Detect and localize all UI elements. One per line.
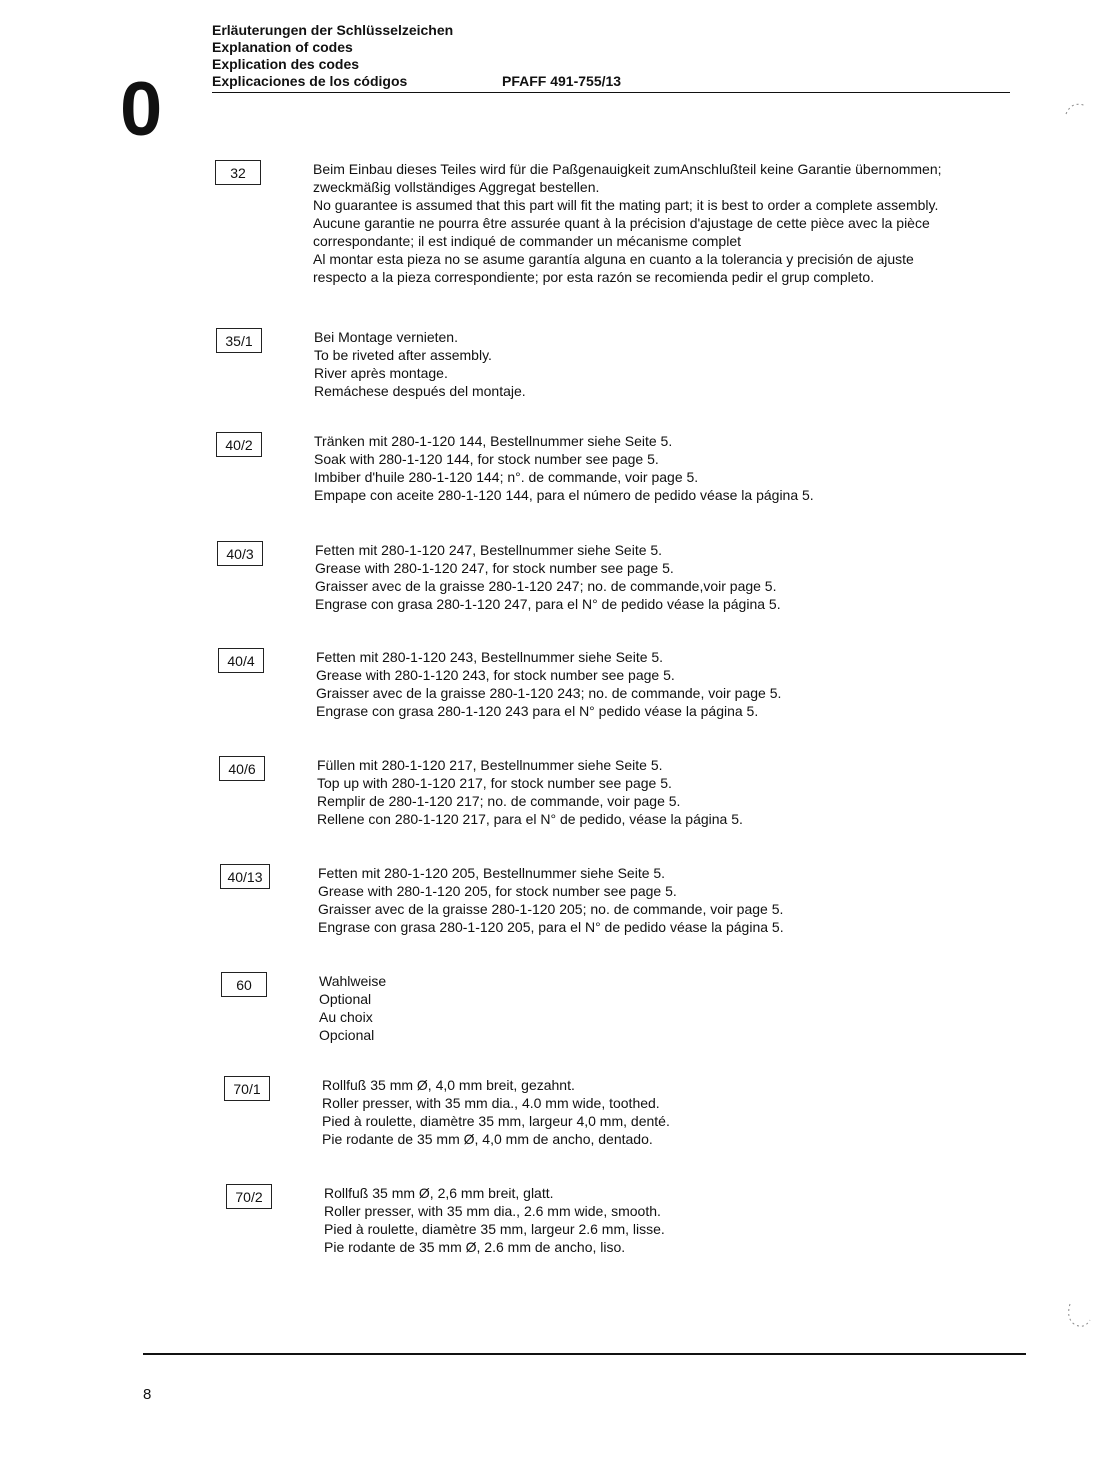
description-line: Bei Montage vernieten.: [314, 329, 458, 345]
code-description: [315, 541, 1015, 613]
description-line: Rollfuß 35 mm Ø, 2,6 mm breit, glatt.: [324, 1185, 554, 1201]
code-box: 40/4: [218, 648, 264, 673]
header-title-en: Explanation of codes: [212, 39, 353, 55]
description-line: Fetten mit 280-1-120 205, Bestellnummer siehe Seite 5.: [318, 865, 666, 881]
description-line: Grease with 280-1-120 247, for stock number see page 5.: [315, 560, 674, 576]
description-line: Aucune garantie ne pourra être assurée quant à la précision d'ajustage de cette pièce avec la pièce: [313, 215, 930, 231]
description-line: Graisser avec de la graisse 280-1-120 247; no. de commande,voir page 5.: [315, 578, 777, 594]
header-title-de: Erläuterungen der Schlüsselzeichen: [212, 22, 454, 38]
code-box: 40/13: [220, 864, 270, 889]
scan-artifact-bottom: [1064, 1298, 1094, 1334]
code-box: 40/3: [217, 541, 263, 566]
description-line: Graisser avec de la graisse 280-1-120 205; no. de commande, voir page 5.: [318, 901, 784, 917]
description-line: Soak with 280-1-120 144, for stock number see page 5.: [314, 451, 659, 467]
description-line: Rellene con 280-1-120 217, para el N° de pedido, véase la página 5.: [317, 811, 743, 827]
code-description: [316, 648, 1016, 720]
description-line: Rollfuß 35 mm Ø, 4,0 mm breit, gezahnt.: [322, 1077, 575, 1093]
code-description: [324, 1184, 1024, 1256]
code-box: 60: [221, 972, 267, 997]
description-line: Pied à roulette, diamètre 35 mm, largeur 2.6 mm, lisse.: [324, 1221, 665, 1237]
description-line: Empape con aceite 280-1-120 144, para el número de pedido véase la página 5.: [314, 487, 814, 503]
code-description: [313, 160, 1013, 286]
description-line: Roller presser, with 35 mm dia., 4.0 mm wide, toothed.: [322, 1095, 660, 1111]
code-description: [319, 972, 1019, 1044]
code-description: [322, 1076, 1022, 1148]
description-line: To be riveted after assembly.: [314, 347, 492, 363]
code-box: 40/2: [216, 432, 262, 457]
code-description: [314, 328, 1014, 400]
code-box: 70/1: [224, 1076, 270, 1101]
model-number: PFAFF 491-755/13: [502, 73, 622, 89]
description-line: Remplir de 280-1-120 217; no. de commande, voir page 5.: [317, 793, 681, 809]
scan-artifact-top: [1062, 92, 1092, 122]
description-line: Pied à roulette, diamètre 35 mm, largeur 4,0 mm, denté.: [322, 1113, 670, 1129]
code-description: [314, 432, 1014, 504]
description-line: Al montar esta pieza no se asume garantía alguna en cuanto a la tolerancia y precisión de ajuste: [313, 251, 914, 267]
description-line: zweckmäßig vollständiges Aggregat bestellen.: [313, 179, 600, 195]
description-line: Grease with 280-1-120 243, for stock number see page 5.: [316, 667, 675, 683]
description-line: Engrase con grasa 280-1-120 205, para el N° de pedido véase la página 5.: [318, 919, 784, 935]
description-line: Engrase con grasa 280-1-120 247, para el N° de pedido véase la página 5.: [315, 596, 781, 612]
description-line: Füllen mit 280-1-120 217, Bestellnummer siehe Seite 5.: [317, 757, 663, 773]
code-box: 32: [215, 160, 261, 185]
page-header: [212, 22, 1012, 90]
description-line: respecto a la pieza correspondiente; por esta razón se recomienda pedir el grup completo.: [313, 269, 875, 285]
description-line: Opcional: [319, 1027, 375, 1043]
code-box: 35/1: [216, 328, 262, 353]
description-line: No guarantee is assumed that this part will fit the mating part; it is best to order a complete assembly.: [313, 197, 939, 213]
code-box: 70/2: [226, 1184, 272, 1209]
code-description: [317, 756, 1017, 828]
description-line: Engrase con grasa 280-1-120 243 para el N° pedido véase la página 5.: [316, 703, 759, 719]
code-box: 40/6: [219, 756, 265, 781]
description-line: correspondante; il est indiqué de commander un mécanisme complet: [313, 233, 742, 249]
description-line: River après montage.: [314, 365, 448, 381]
description-line: Pie rodante de 35 mm Ø, 2.6 mm de ancho, liso.: [324, 1239, 626, 1255]
page-number: 8: [143, 1386, 152, 1403]
description-line: Roller presser, with 35 mm dia., 2.6 mm wide, smooth.: [324, 1203, 661, 1219]
description-line: Beim Einbau dieses Teiles wird für die Paßgenauigkeit zumAnschlußteil keine Garantie übernommen;: [313, 161, 942, 177]
description-line: Wahlweise: [319, 973, 387, 989]
description-line: Tränken mit 280-1-120 144, Bestellnummer siehe Seite 5.: [314, 433, 673, 449]
description-line: Optional: [319, 991, 372, 1007]
description-line: Pie rodante de 35 mm Ø, 4,0 mm de ancho, dentado.: [322, 1131, 653, 1147]
description-line: Imbiber d'huile 280-1-120 144; n°. de commande, voir page 5.: [314, 469, 699, 485]
header-divider: [212, 92, 1010, 93]
header-title-es: Explicaciones de los códigos: [212, 73, 408, 89]
description-line: Fetten mit 280-1-120 243, Bestellnummer siehe Seite 5.: [316, 649, 664, 665]
footer-divider: [143, 1353, 1026, 1355]
section-number: 0: [120, 67, 161, 152]
code-description: [318, 864, 1018, 936]
description-line: Top up with 280-1-120 217, for stock number see page 5.: [317, 775, 672, 791]
description-line: Au choix: [319, 1009, 373, 1025]
description-line: Grease with 280-1-120 205, for stock number see page 5.: [318, 883, 677, 899]
description-line: Fetten mit 280-1-120 247, Bestellnummer siehe Seite 5.: [315, 542, 663, 558]
header-title-fr: Explication des codes: [212, 56, 360, 72]
description-line: Remáchese después del montaje.: [314, 383, 526, 399]
description-line: Graisser avec de la graisse 280-1-120 243; no. de commande, voir page 5.: [316, 685, 782, 701]
